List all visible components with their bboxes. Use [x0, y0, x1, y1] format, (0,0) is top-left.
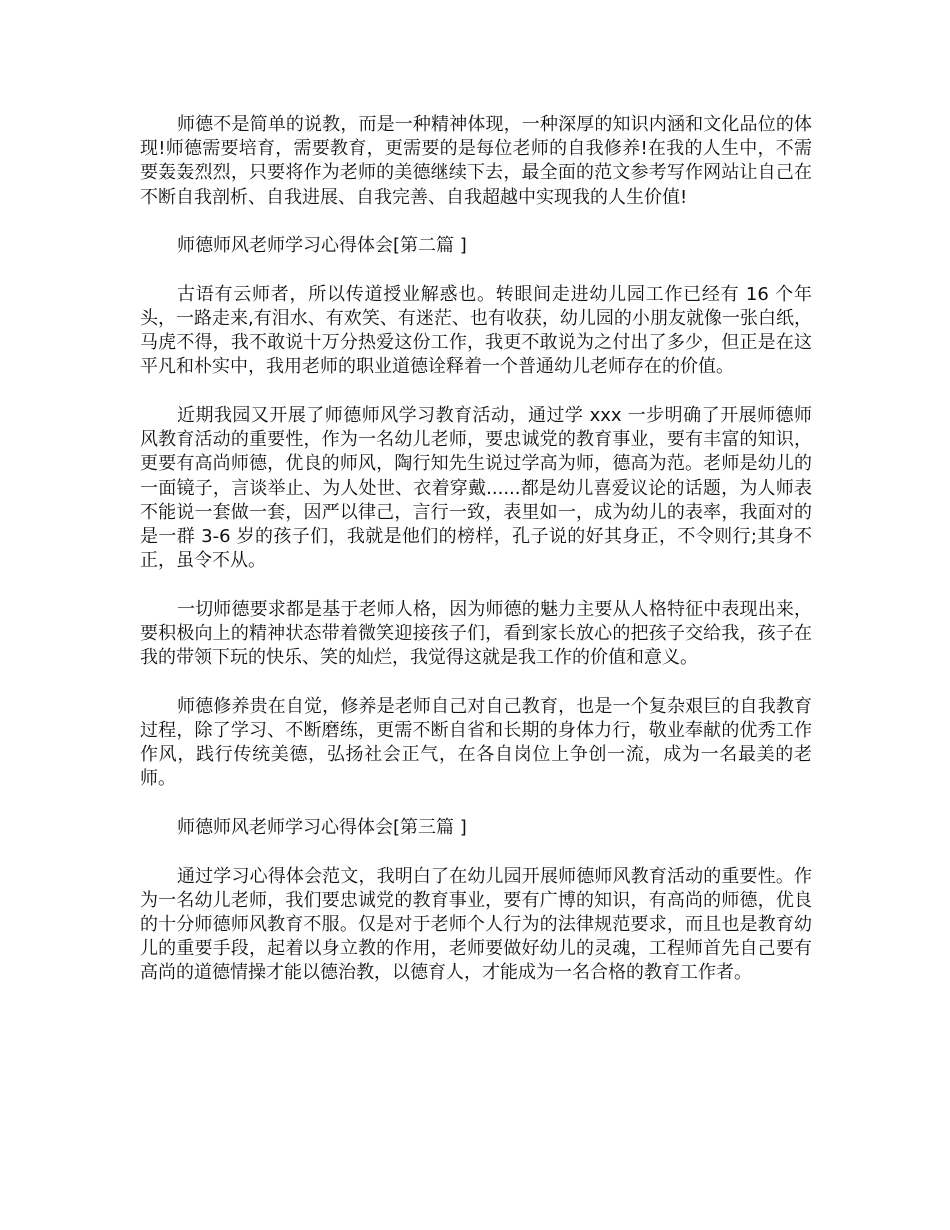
paragraph-4: 一切师德要求都是基于老师人格，因为师德的魅力主要从人格特征中表现出来，要积极向上的精神状态带着微笑迎接孩子们，看到家长放心的把孩子交给我，孩子在我的带领下玩的快乐、笑的灿烂，我觉得这就是我工作的价值和意义。: [140, 598, 812, 669]
paragraph-1: 师德不是简单的说教，而是一种精神体现，一种深厚的知识内涵和文化品位的体现!师德需要培育，需要教育，更需要的是每位老师的自我修养!在我的人生中，不需要轰轰烈烈，只要将作为老师的美德继续下去，最全面的范文参考写作网站让自己在不断自我剖析、自我进展、自我完善、自我超越中实现我的人生价值!: [140, 114, 812, 208]
paragraph-2: 古语有云师者，所以传道授业解惑也。转眼间走进幼儿园工作已经有 16 个年头，一路走来,有泪水、有欢笑、有迷茫、也有收获，幼儿园的小朋友就像一张白纸，马虎不得，我不敢说十万分热爱这份工作，我更不敢说为之付出了多少，但正是在这平凡和朴实中，我用老师的职业道德诠释着一个普通幼儿老师存在的价值。: [140, 283, 812, 378]
paragraph-6: 通过学习心得体会范文，我明白了在幼儿园开展师德师风教育活动的重要性。作为一名幼儿老师，我们要忠诚党的教育事业，要有广博的知识，有高尚的师德，优良的十分师德师风教育不服。仅是对于老师个人行为的法律规范要求，而且也是教育幼儿的重要手段，起着以身立教的作用，老师要做好幼儿的灵魂，工程师首先自己要有高尚的道德情操才能以德治教，以德育人，才能成为一名合格的教育工作者。: [140, 865, 812, 984]
paragraph-3: 近期我园又开展了师德师风学习教育活动，通过学 xxx 一步明确了开展师德师风教育活动的重要性，作为一名幼儿老师，要忠诚党的教育事业，要有丰富的知识，更要有高尚师德，优良的师风，陶行知先生说过学高为师，德高为范。老师是幼儿的一面镜子，言谈举止、为人处世、衣着穿戴......都是幼儿喜爱议论的话题，为人师表不能说一套做一套，因严以律己，言行一致，表里如一，成为幼儿的表率，我面对的是一群 3-6 岁的孩子们，我就是他们的榜样，孔子说的好其身正，不令则行;其身不正，虽令不从。: [140, 405, 812, 572]
section-heading-2: 师德师风老师学习心得体会[第二篇 ]: [177, 235, 467, 257]
section-heading-3: 师德师风老师学习心得体会[第三篇 ]: [177, 817, 467, 839]
document-page: [140, 113, 812, 1010]
paragraph-5: 师德修养贵在自觉，修养是老师自己对自己教育，也是一个复杂艰巨的自我教育过程，除了学习、不断磨练，更需不断自省和长期的身体力行，敬业奉献的优秀工作作风，践行传统美德，弘扬社会正气，在各自岗位上争创一流，成为一名最美的老师。: [140, 695, 812, 790]
